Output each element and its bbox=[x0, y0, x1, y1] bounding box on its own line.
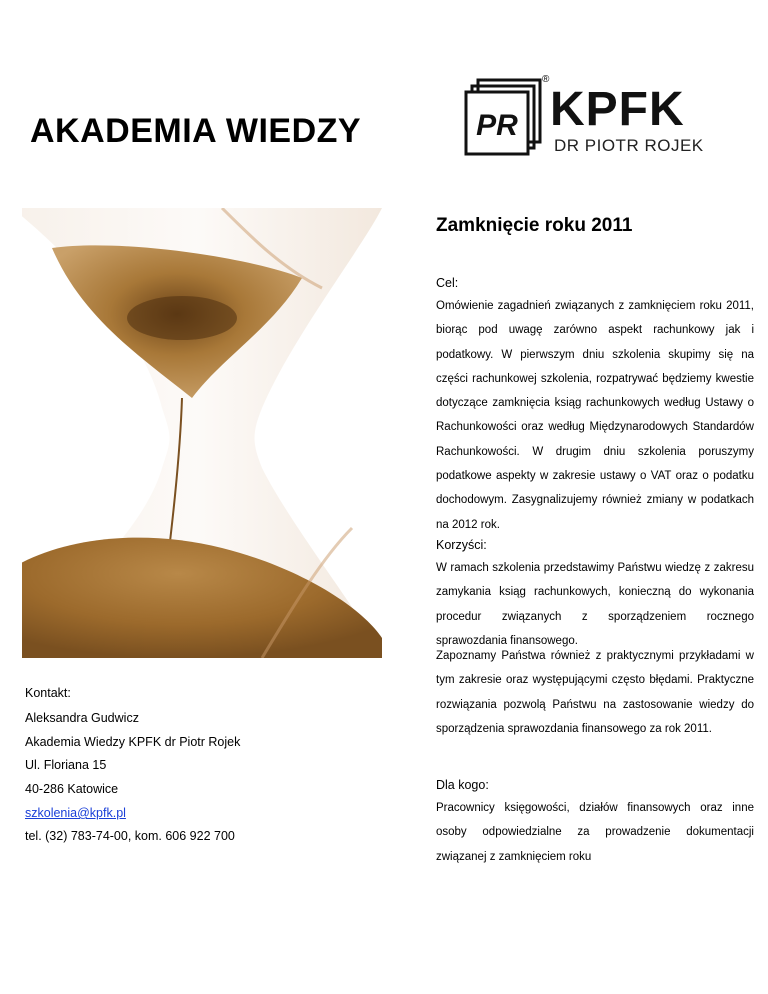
audience-text: Pracownicy księgowości, działów finansowych oraz inne osoby odpowiedzialne za prowadzenie dokumentacji związanej z zamknięciem roku bbox=[436, 802, 754, 863]
contact-city: 40-286 Katowice bbox=[25, 782, 119, 796]
contact-street: Ul. Floriana 15 bbox=[25, 758, 107, 772]
contact-heading: Kontakt: bbox=[25, 686, 71, 700]
hourglass-image bbox=[22, 208, 382, 658]
contact-phone: tel. (32) 783-74-00, kom. 606 922 700 bbox=[25, 829, 235, 843]
kpfk-logo bbox=[454, 74, 730, 166]
contact-email-link[interactable]: szkolenia@kpfk.pl bbox=[25, 806, 126, 820]
audience-heading: Dla kogo: bbox=[436, 778, 489, 792]
pr-mark-text: PR bbox=[476, 109, 518, 142]
benefits-text: W ramach szkolenia przedstawimy Państwu wiedzę z zakresu zamykania ksiąg rachunkowych, konieczną do wykonania procedur związanych z sporządzeniem rocznego sprawozdania finansowego. bbox=[436, 562, 754, 647]
benefits-heading: Korzyści: bbox=[436, 538, 487, 552]
contact-org: Akademia Wiedzy KPFK dr Piotr Rojek bbox=[25, 735, 241, 749]
pr-mark-icon bbox=[464, 78, 544, 158]
course-title: Zamknięcie roku 2011 bbox=[436, 215, 633, 236]
page-title: AKADEMIA WIEDZY bbox=[30, 112, 362, 150]
goal-heading: Cel: bbox=[436, 276, 459, 290]
brand-name: KPFK bbox=[550, 83, 685, 136]
goal-text: Omówienie zagadnień związanych z zamknięciem roku 2011, biorąc pod uwagę zarówno aspekt rachunkowy jak i podatkowy. W pierwszym dniu szkolenia skupimy się na części rachunkowej szkolenia, rozpatrywać będziemy kwestie dotyczące zamknięcia ksiąg rachunkowych według Ustawy o Rachunkowości oraz według Międzynarodowych Standardów Rachunkowości. W drugim dniu szkolenia poruszymy podatkowe aspekty w zakresie ustawy o VAT oraz o podatku dochodowym. Zasygnalizujemy również zmiany w podatkach na 2012 rok. bbox=[436, 300, 754, 531]
contact-name: Aleksandra Gudwicz bbox=[25, 711, 139, 725]
benefits-text-2: Zapoznamy Państwa również z praktycznymi przykładami w tym zakresie oraz występującymi często błędami. Praktyczne rozwiązania pozwolą Państwu na zastosowanie wiedzy do sporządzenia sprawozdania finansowego za rok 2011. bbox=[436, 650, 754, 735]
registered-mark: ® bbox=[542, 74, 550, 85]
brand-subtitle: DR PIOTR ROJEK bbox=[554, 136, 704, 155]
